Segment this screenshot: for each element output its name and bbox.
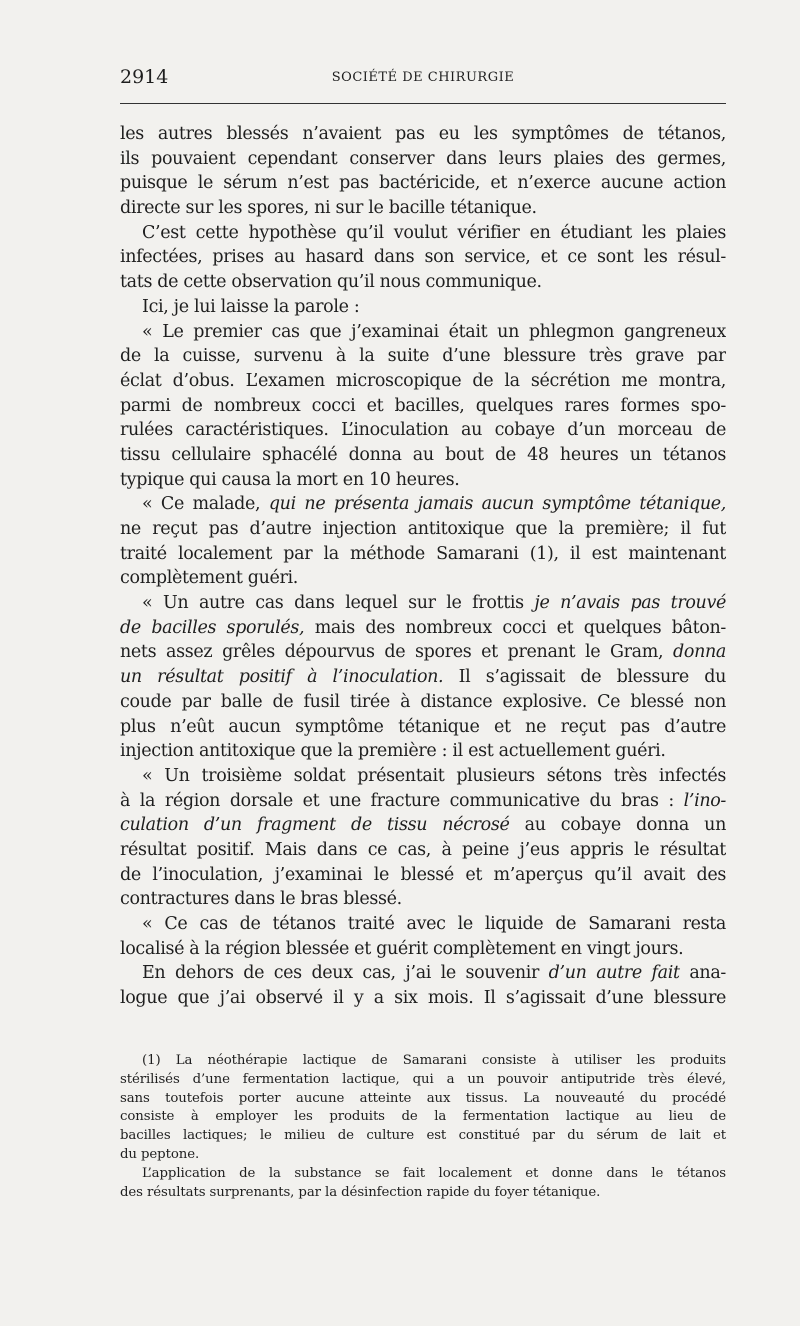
line-text: typique qui causa la mort en 10 heures.: [120, 469, 460, 490]
body-text: [120, 122, 726, 1011]
line-text: Ici, je lui laisse la parole :: [142, 296, 360, 317]
body-line: [120, 245, 726, 270]
line-text: traité localement par la méthode Samarani (1), il est maintenant: [120, 543, 726, 564]
header-rule: [120, 103, 726, 104]
line-text: ne reçut pas d’autre injection antitoxique que la première; il fut: [120, 519, 726, 539]
body-line: [120, 616, 726, 641]
body-line: [120, 221, 726, 246]
line-text: éclat d’obus. L’examen microscopique de la sécrétion me montra,: [120, 370, 726, 391]
body-line: [120, 566, 726, 591]
line-italic-text: donna: [673, 642, 726, 663]
body-line: [120, 270, 726, 295]
body-line: [120, 542, 726, 567]
body-line: [120, 813, 726, 838]
line-text: L’application de la substance se fait localement et donne dans le tétanos: [142, 1165, 726, 1181]
line-italic-text: qui ne présenta jamais aucun symptôme tétanique,: [268, 494, 726, 515]
body-line: [120, 394, 726, 419]
line-text: coude par balle de fusil tirée à distance explosive. Ce blessé non: [120, 691, 726, 712]
body-line: [120, 517, 726, 542]
line-italic-text: je n’avais pas trouvé: [534, 593, 726, 614]
line-text-after: Il s’agissait de blessure du: [443, 667, 726, 688]
line-text: En dehors de ces deux cas, j’ai le souvenir: [142, 963, 549, 984]
line-text: (1) La néothérapie lactique de Samarani consiste à utiliser les produits: [142, 1053, 726, 1068]
line-italic-text: l’ino-: [683, 790, 726, 811]
line-text-after: ana-: [679, 963, 726, 984]
footnote-line: [120, 1052, 726, 1071]
line-text: de l’inoculation, j’examinai le blessé et m’aperçus qu’il avait des: [120, 864, 726, 885]
body-line: [120, 295, 726, 320]
line-text: « Ce malade,: [142, 494, 269, 515]
line-text: tissu cellulaire sphacélé donna au bout de 48 heures un tétanos: [120, 444, 726, 465]
line-text: de la cuisse, survenu à la suite d’une blessure très grave par: [120, 346, 726, 367]
body-line: [120, 937, 726, 962]
running-head: SOCIÉTÉ DE CHIRURGIE: [331, 70, 515, 85]
line-text: des résultats surprenants, par la désinfection rapide du foyer tétanique.: [120, 1184, 601, 1200]
body-line: [120, 196, 726, 221]
line-text: directe sur les spores, ni sur le bacille tétanique.: [120, 198, 537, 219]
footnote-line: [120, 1090, 726, 1109]
body-line: [120, 863, 726, 888]
body-line: [120, 320, 726, 345]
line-text-after: au cobaye donna un: [509, 815, 726, 836]
line-text: consiste à employer les produits de la fermentation lactique au lieu de: [120, 1109, 726, 1125]
line-text: « Le premier cas que j’examinai était un phlegmon gangreneux: [142, 321, 726, 342]
footnote-line: [120, 1165, 726, 1184]
footnote-line: [120, 1184, 726, 1203]
body-line: [120, 739, 726, 764]
line-text: résultat positif. Mais dans ce cas, à peine j’eus appris le résultat: [120, 839, 726, 860]
line-text: localisé à la région blessée et guérit complètement en vingt jours.: [120, 938, 684, 959]
line-text: infectées, prises au hasard dans son service, et ce sont les résul-: [120, 247, 726, 268]
line-text: « Un troisième soldat présentait plusieurs sétons très infectés: [142, 765, 726, 786]
line-italic-text: d’un autre fait: [548, 963, 680, 984]
line-text: tats de cette observation qu’il nous communique.: [120, 272, 542, 293]
line-text: ils pouvaient cependant conserver dans leurs plaies des germes,: [120, 148, 726, 169]
body-line: [120, 122, 726, 147]
body-line: [120, 912, 726, 937]
body-line: [120, 443, 726, 468]
line-text: rulées caractéristiques. L’inoculation au cobaye d’un morceau de: [120, 420, 726, 441]
line-italic-text: culation d’un fragment de tissu nécrosé: [120, 815, 510, 836]
footnote-line: [120, 1146, 726, 1165]
line-text: injection antitoxique que la première : il est actuellement guéri.: [120, 741, 666, 762]
body-line: [120, 492, 726, 517]
body-line: [120, 171, 726, 196]
line-italic-text: de bacilles sporulés,: [120, 617, 305, 638]
body-line: [120, 764, 726, 789]
body-line: [120, 838, 726, 863]
body-line: [120, 369, 726, 394]
body-line: [120, 640, 726, 665]
page-number: 2914: [120, 66, 169, 88]
line-text: bacilles lactiques; le milieu de culture est constitué par du sérum de lait et: [120, 1128, 726, 1144]
line-text: du peptone.: [120, 1146, 200, 1162]
footnote-line: [120, 1071, 726, 1090]
body-line: [120, 665, 726, 690]
line-text: nets assez grêles dépourvus de spores et prenant le Gram,: [120, 642, 674, 663]
line-text: parmi de nombreux cocci et bacilles, quelques rares formes spo-: [120, 395, 726, 416]
body-line: [120, 789, 726, 814]
line-text: les autres blessés n’avaient pas eu les symptômes de tétanos,: [120, 124, 726, 144]
body-line: [120, 468, 726, 493]
body-line: [120, 418, 726, 443]
page-header: [120, 66, 726, 94]
line-text: plus n’eût aucun symptôme tétanique et ne reçut pas d’autre: [120, 716, 726, 737]
body-line: [120, 690, 726, 715]
footnote-line: [120, 1127, 726, 1146]
footnote-line: [120, 1108, 726, 1127]
line-text-after: mais des nombreux cocci et quelques bâton-: [304, 617, 726, 638]
body-line: [120, 887, 726, 912]
line-italic-text: un résultat positif à l’inoculation.: [120, 667, 444, 688]
line-text: sans toutefois porter aucune atteinte aux tissus. La nouveauté du procédé: [120, 1090, 726, 1106]
line-text: complètement guéri.: [120, 568, 298, 589]
line-text: « Un autre cas dans lequel sur le frottis: [142, 593, 535, 614]
line-text: à la région dorsale et une fracture communicative du bras :: [120, 790, 684, 811]
body-line: [120, 147, 726, 172]
body-line: [120, 344, 726, 369]
line-text: C’est cette hypothèse qu’il voulut vérifier en étudiant les plaies: [142, 222, 726, 243]
body-line: [120, 715, 726, 740]
footnotes: [120, 1052, 726, 1202]
body-line: [120, 986, 726, 1011]
line-text: logue que j’ai observé il y a six mois. Il s’agissait d’une blessure: [120, 988, 726, 1009]
line-text: stérilisés d’une fermentation lactique, qui a un pouvoir antiputride très élevé,: [120, 1071, 726, 1087]
line-text: puisque le sérum n’est pas bactéricide, et n’exerce aucune action: [120, 173, 726, 194]
line-text: contractures dans le bras blessé.: [120, 889, 402, 910]
body-line: [120, 591, 726, 616]
line-text: « Ce cas de tétanos traité avec le liquide de Samarani resta: [142, 914, 726, 934]
body-line: [120, 961, 726, 986]
